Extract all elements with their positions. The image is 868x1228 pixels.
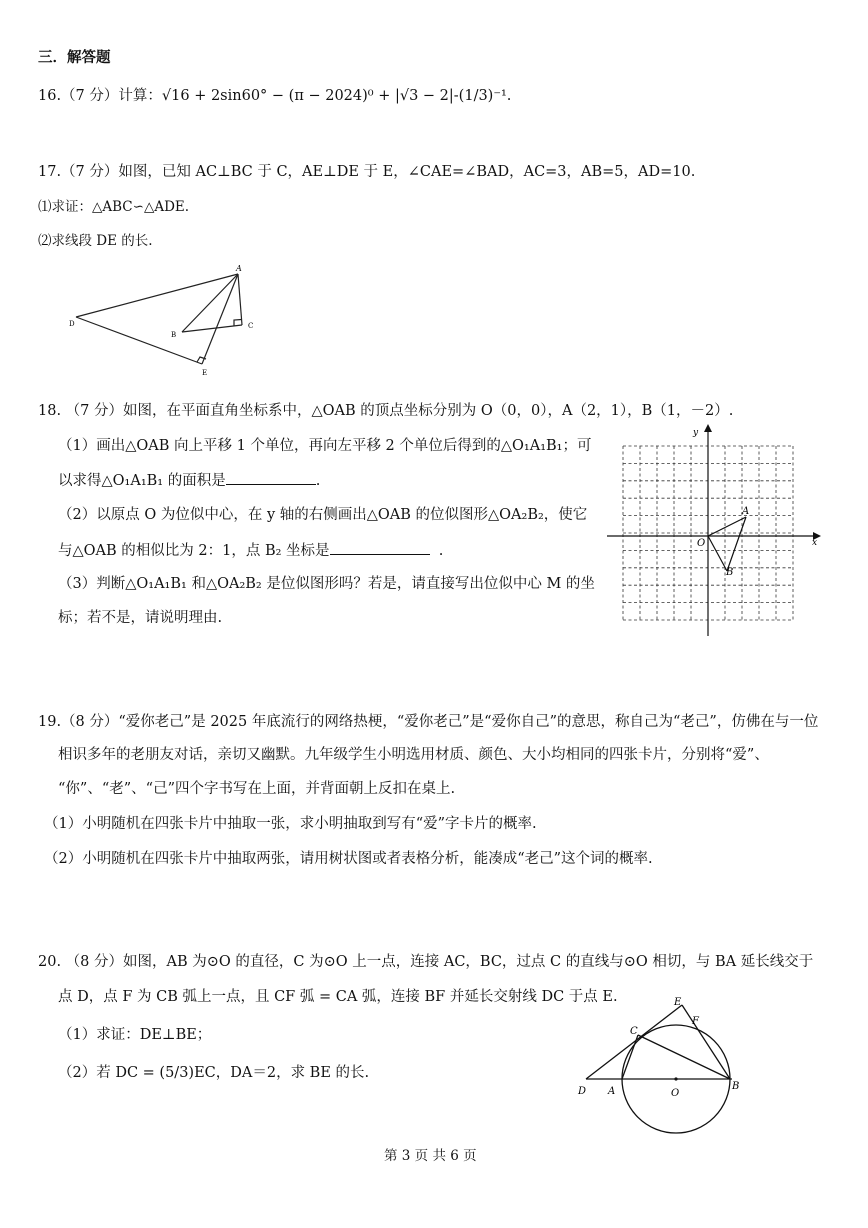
q18-p1-line2-wrap	[58, 470, 320, 491]
axis-label-x: x	[812, 538, 818, 548]
q20-label-D: D	[578, 1086, 587, 1097]
q18-p1-line1: （1）画出△OAB 向上平移 1 个单位，再向左平移 2 个单位后得到的△O₁A₁B₁；可	[58, 438, 592, 454]
q19-part1: （1）小明随机在四张卡片中抽取一张，求小明抽取到写有“爱”字卡片的概率.	[44, 816, 537, 832]
q19-line1: 19.（8 分）“爱你老己”是 2025 年底流行的网络热梗，“爱你老己”是“爱你自己”的意思，称自己为“老己”，仿佛在与一位	[38, 714, 819, 730]
q18-p1-line2: 以求得△O₁A₁B₁ 的面积是	[58, 473, 226, 489]
q18-coordinate-grid	[605, 424, 830, 639]
q18-area-blank[interactable]	[226, 470, 316, 485]
q20-line1: 20. （8 分）如图，AB 为⊙O 的直径，C 为⊙O 上一点，连接 AC，BC，过点 C 的直线与⊙O 相切，与 BA 延长线交于	[38, 954, 814, 970]
q20-label-A: A	[608, 1086, 616, 1097]
q17-label-E: E	[202, 369, 208, 377]
q20-line2: 点 D，点 F 为 CB 弧上一点，且 CF 弧 = CA 弧，连接 BF 并延长交射线 DC 于点 E.	[58, 989, 618, 1005]
q20-label-O: O	[671, 1088, 680, 1099]
tangent-DE	[586, 1005, 682, 1079]
y-axis-arrow	[704, 424, 712, 432]
q20-label-F: F	[692, 1016, 699, 1027]
axis-label-y: y	[693, 428, 699, 438]
q20-part1: （1）求证：DE⊥BE；	[58, 1027, 212, 1043]
page-footer: 第 3 页 共 6 页	[384, 1148, 477, 1164]
q17-label-D: D	[69, 320, 75, 328]
q19-line3: “你”、“老”、“己”四个字书写在上面，并背面朝上反扣在桌上.	[58, 781, 456, 797]
q20-part2: （2）若 DC = (5/3)EC，DA＝2，求 BE 的长.	[58, 1065, 370, 1081]
q20-label-E: E	[674, 997, 682, 1008]
q18-p2-line2-wrap	[58, 540, 443, 561]
chord-CA	[622, 1035, 638, 1079]
origin-label: O	[697, 538, 706, 549]
q20-label-C: C	[630, 1026, 638, 1037]
q18-p1-period: .	[315, 473, 321, 489]
point-B-label: B	[726, 567, 734, 578]
q17-label-A: A	[236, 264, 242, 273]
q17-figure	[60, 258, 280, 378]
q18-stem: 18. （7 分）如图，在平面直角坐标系中，△OAB 的顶点坐标分别为 O（0，0），A（2，1），B（1，－2）.	[38, 403, 734, 419]
q17-label-B: B	[171, 331, 177, 339]
section-title: 三．解答题	[38, 49, 111, 66]
q18-b2-blank[interactable]	[330, 540, 430, 555]
q17-part2: ⑵求线段 DE 的长.	[38, 233, 153, 249]
q19-part2: （2）小明随机在四张卡片中抽取两张，请用树状图或者表格分析，能凑成“老己”这个词的概率.	[44, 851, 653, 867]
q17-stem: 17.（7 分）如图，已知 AC⊥BC 于 C，AE⊥DE 于 E，∠CAE=∠BAD，AC=3，AB=5，AD=10.	[38, 164, 696, 180]
q20-circle-figure	[570, 993, 750, 1141]
segment-OB	[708, 536, 727, 571]
q20-label-B: B	[732, 1081, 740, 1092]
q18-p2-line1: （2）以原点 O 为位似中心，在 y 轴的右侧画出△OAB 的位似图形△OA₂B₂，使它	[58, 507, 588, 523]
q18-p3-line1: （3）判断△O₁A₁B₁ 和△OA₂B₂ 是位似图形吗？若是，请直接写出位似中心 M 的坐	[58, 576, 595, 592]
q18-p2-line2: 与△OAB 的相似比为 2：1，点 B₂ 坐标是	[58, 543, 330, 559]
q16-text: 16.（7 分）计算：√16 + 2sin60° − (π − 2024)⁰ + |√3 − 2|-(1/3)⁻¹.	[38, 88, 512, 104]
point-A-label: A	[742, 506, 750, 517]
center-dot	[674, 1077, 677, 1080]
q17-part1: ⑴求证：△ABC∽△ADE.	[38, 199, 190, 215]
q18-p2-period: .	[429, 543, 444, 559]
q17-label-C: C	[248, 322, 254, 330]
q19-line2: 相识多年的老朋友对话，亲切又幽默。九年级学生小明选用材质、颜色、大小均相同的四张卡片，分别将“爱”、	[58, 747, 769, 763]
q18-p3-line2: 标；若不是，请说明理由.	[58, 610, 223, 626]
